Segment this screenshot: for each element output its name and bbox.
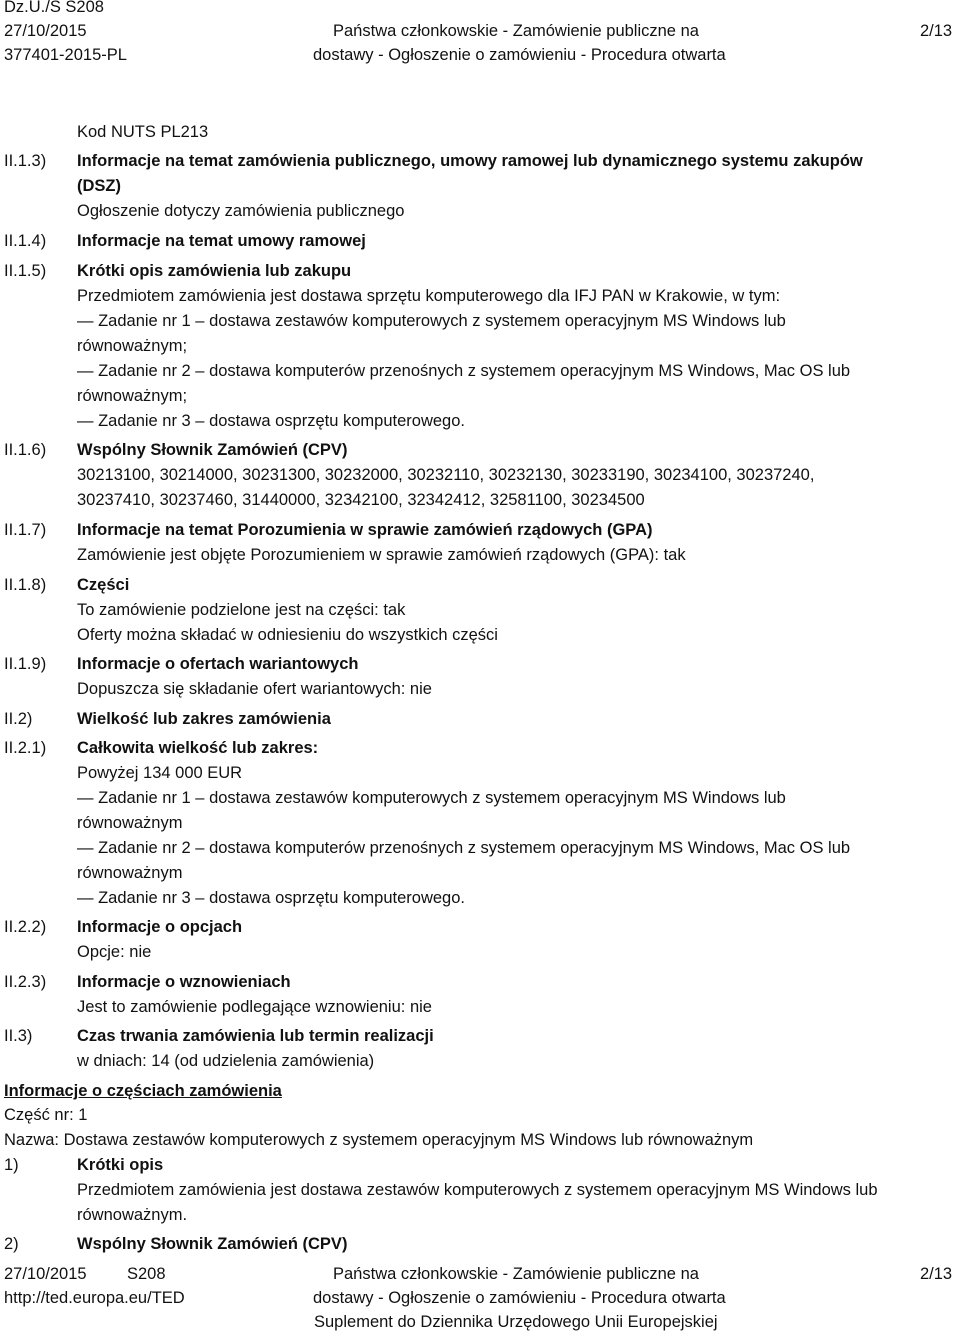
section-number: II.1.6) [4,441,47,459]
section-number: II.1.7) [4,521,47,539]
header-date: 27/10/2015 [4,22,87,40]
text-line: — Zadanie nr 2 – dostawa komputerów przenośnych z systemem operacyjnym MS Windows, Mac OS lub [77,839,851,857]
text-line: — Zadanie nr 1 – dostawa zestawów komputerowych z systemem operacyjnym MS Windows lub [77,789,786,807]
journal-ref: Dz.U./S S208 [4,0,104,16]
item-heading: Krótki opis [77,1156,164,1174]
text-line: równoważnym. [77,1206,188,1224]
section-number: II.2.3) [4,973,47,991]
cpv-codes-line: 30237410, 30237460, 31440000, 32342100, 32342412, 32581100, 30234500 [77,491,645,509]
section-heading: Wspólny Słownik Zamówień (CPV) [77,441,348,459]
section-number: II.2.1) [4,739,47,757]
section-number: II.2.2) [4,918,47,936]
section-heading-cont: (DSZ) [77,177,121,195]
text-line: równoważnym [77,864,183,882]
item-number: 1) [4,1156,19,1174]
section-number: II.1.9) [4,655,47,673]
section-text: Ogłoszenie dotyczy zamówienia publicznego [77,202,405,220]
section-text: Zamówienie jest objęte Porozumieniem w sprawie zamówień rządowych (GPA): tak [77,546,686,564]
text-line: równoważnym; [77,387,188,405]
text-line: Powyżej 134 000 EUR [77,764,243,782]
section-text: w dniach: 14 (od udzielenia zamówienia) [77,1052,375,1070]
section-number: II.1.4) [4,232,47,250]
lot-name: Nazwa: Dostawa zestawów komputerowych z systemem operacyjnym MS Windows lub równoważnym [4,1131,754,1149]
section-number: II.1.3) [4,152,47,170]
section-text: Jest to zamówienie podlegające wznowieniu: nie [77,998,432,1016]
section-number: II.1.5) [4,262,47,280]
text-line: To zamówienie podzielone jest na części: tak [77,601,406,619]
section-text: Dopuszcza się składanie ofert wariantowych: nie [77,680,432,698]
lots-heading: Informacje o częściach zamówienia [4,1082,282,1100]
header-page-number: 2/13 [920,22,953,40]
section-heading: Wielkość lub zakres zamówienia [77,710,331,728]
footer-title-line2: dostawy - Ogłoszenie o zamówieniu - Procedura otwarta [313,1289,726,1307]
section-heading: Krótki opis zamówienia lub zakupu [77,262,352,280]
header-title-line1: Państwa członkowskie - Zamówienie publiczne na [333,22,699,40]
footer-title-line3: Suplement do Dziennika Urzędowego Unii Europejskiej [314,1313,718,1331]
section-heading: Informacje o ofertach wariantowych [77,655,359,673]
footer-url: http://ted.europa.eu/TED [4,1289,185,1307]
section-heading: Całkowita wielkość lub zakres: [77,739,319,757]
text-line: równoważnym [77,814,183,832]
footer-series: S208 [127,1265,166,1283]
document-id: 377401-2015-PL [4,46,127,64]
text-line: — Zadanie nr 1 – dostawa zestawów komputerowych z systemem operacyjnym MS Windows lub [77,312,786,330]
section-text: Opcje: nie [77,943,152,961]
footer-date: 27/10/2015 [4,1265,87,1283]
item-heading: Wspólny Słownik Zamówień (CPV) [77,1235,348,1253]
text-line: Przedmiotem zamówienia jest dostawa sprzętu komputerowego dla IFJ PAN w Krakowie, w tym: [77,287,781,305]
text-line: Oferty można składać w odniesieniu do wszystkich części [77,626,498,644]
footer-page-number: 2/13 [920,1265,953,1283]
text-line: — Zadanie nr 2 – dostawa komputerów przenośnych z systemem operacyjnym MS Windows, Mac OS lub [77,362,851,380]
nuts-code: Kod NUTS PL213 [77,123,209,141]
item-number: 2) [4,1235,19,1253]
cpv-codes-line: 30213100, 30214000, 30231300, 30232000, 30232110, 30232130, 30233190, 30234100, 30237240, [77,466,815,484]
section-number: II.3) [4,1027,33,1045]
text-line: — Zadanie nr 3 – dostawa osprzętu komputerowego. [77,412,465,430]
lot-number: Część nr: 1 [4,1106,88,1124]
text-line: Przedmiotem zamówienia jest dostawa zestawów komputerowych z systemem operacyjnym MS Windows lub [77,1181,878,1199]
section-number: II.1.8) [4,576,47,594]
header-title-line2: dostawy - Ogłoszenie o zamówieniu - Procedura otwarta [313,46,726,64]
section-heading: Części [77,576,130,594]
section-heading: Informacje na temat Porozumienia w sprawie zamówień rządowych (GPA) [77,521,653,539]
footer-title-line1: Państwa członkowskie - Zamówienie publiczne na [333,1265,699,1283]
text-line: równoważnym; [77,337,188,355]
text-line: — Zadanie nr 3 – dostawa osprzętu komputerowego. [77,889,465,907]
section-heading: Informacje o wznowieniach [77,973,291,991]
section-heading: Czas trwania zamówienia lub termin realizacji [77,1027,434,1045]
section-number: II.2) [4,710,33,728]
section-heading: Informacje na temat zamówienia publicznego, umowy ramowej lub dynamicznego systemu zakupów [77,152,863,170]
section-heading: Informacje na temat umowy ramowej [77,232,366,250]
section-heading: Informacje o opcjach [77,918,243,936]
